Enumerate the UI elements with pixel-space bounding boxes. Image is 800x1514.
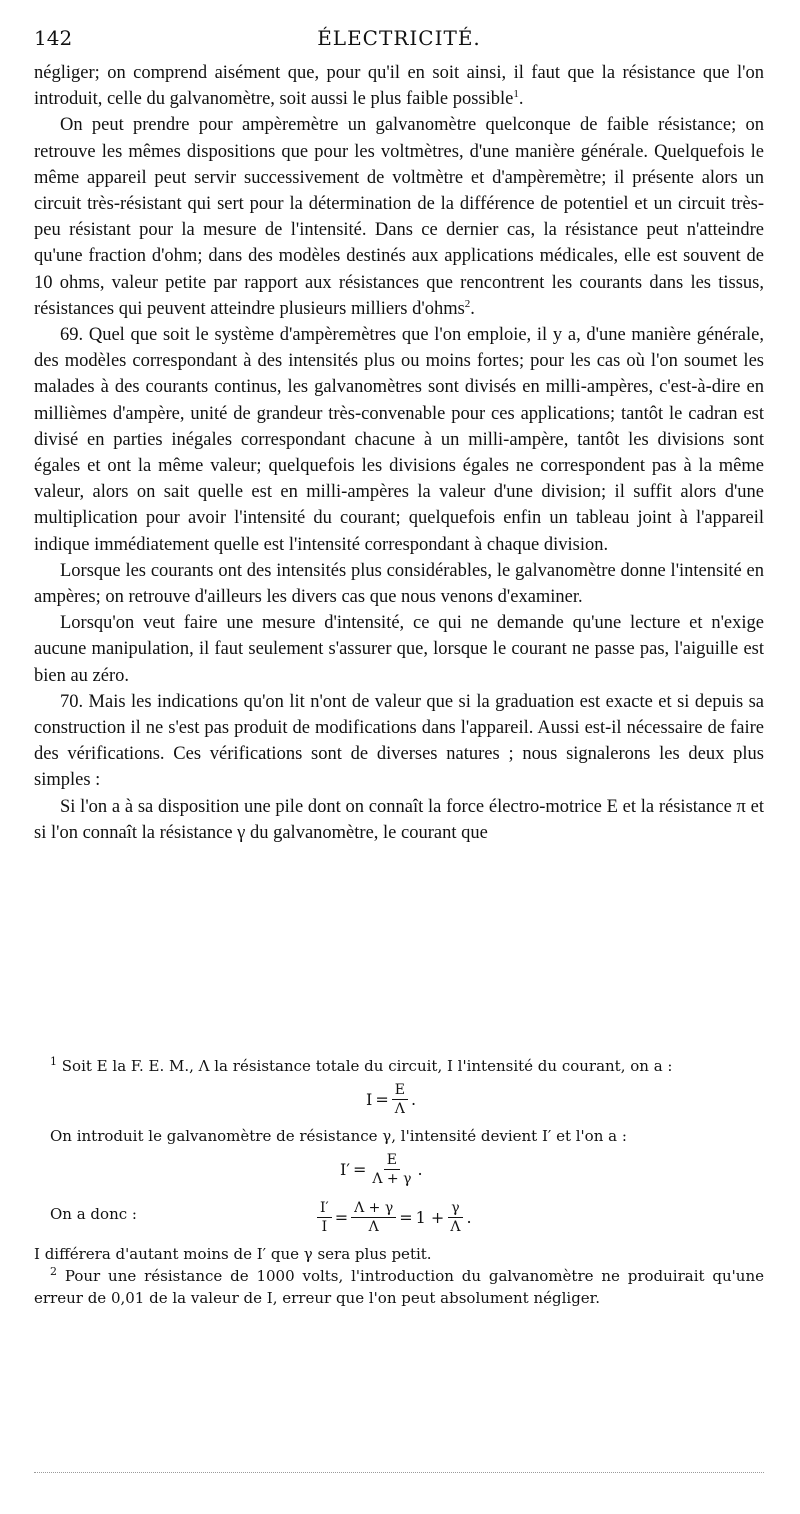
paragraph: Si l'on a à sa disposition une pile dont on connaît la force électro-motrice E et la résistance π et si l'on connaît la résistance γ du galvanomètre, le courant que: [34, 796, 764, 843]
formula-term: 1 +: [415, 1207, 445, 1227]
fraction: [369, 1151, 414, 1188]
formula-equals: =: [334, 1207, 349, 1227]
fraction-numerator: γ: [448, 1199, 462, 1218]
formula-end: .: [410, 1089, 417, 1109]
fraction-denominator: Λ: [450, 1219, 461, 1235]
footnote-1-middle: On introduit le galvanomètre de résistance γ, l'intensité devient I′ et l'on a :: [50, 1127, 627, 1145]
footnote-mark: 1: [50, 1055, 57, 1068]
formula-label: On a donc :: [50, 1205, 137, 1223]
fraction-denominator: Λ: [368, 1219, 379, 1235]
formula-equals: =: [375, 1089, 389, 1109]
paragraph: [34, 60, 764, 112]
formula-end: .: [417, 1159, 423, 1179]
footnote-text: Pour une résistance de 1000 volts, l'introduction du galvanomètre ne produirait qu'une erreur de 0,01 de la valeur de I, erreur que l'on peut absolument négliger.: [34, 1267, 764, 1307]
fraction: [317, 1199, 332, 1236]
fraction-numerator: I′: [317, 1199, 332, 1218]
footnote-ref: 1: [513, 88, 519, 101]
footnote-ref: 2: [464, 297, 471, 310]
page-header: [34, 26, 764, 56]
footnote-1-conclusion: I différera d'autant moins de I′ que γ sera plus petit.: [34, 1245, 432, 1263]
formula-intensity-galvanometer: [34, 1147, 764, 1195]
formula-equals: =: [399, 1207, 413, 1227]
fraction-denominator: Λ: [394, 1101, 405, 1117]
formula-lhs: I′: [340, 1159, 350, 1179]
fraction-numerator: Λ + γ: [351, 1199, 396, 1218]
paragraph: [34, 112, 764, 322]
paragraph: 69. Quel que soit le système d'ampèremètres que l'on emploie, il y a, d'une manière générale, des modèles correspondant à des intensités plus ou moins fortes; pour les cas où l'on soumet les malades à des courants continus, les galvanomètres sont divisés en milli-ampères, c'est-à-dire en millièmes d'ampère, unité de grandeur très-convenable pour ces applications; tantôt le cadran est divisé en parties inégales correspondant chacune à un milli-ampère, tantôt les divisions sont égales et ont la même valeur; quelquefois les divisions égales ne correspondent pas à la même valeur, alors on sait quelle est en milli-ampères la valeur d'une division; il suffit alors d'une multiplication pour avoir l'intensité du courant; quelquefois enfin un tableau joint à l'appareil indique immédiatement quelle est l'intensité correspondant à chaque division.: [34, 325, 764, 555]
paragraph: Lorsqu'on veut faire une mesure d'intensité, ce qui ne demande qu'une lecture et n'exige aucune manipulation, il faut seulement s'assurer que, lorsque le courant ne passe pas, l'aiguille est bien au zéro.: [34, 613, 764, 686]
footnote-2: [34, 1265, 764, 1309]
formula-lhs: I: [366, 1089, 373, 1109]
fraction-numerator: E: [384, 1151, 400, 1170]
paragraph-text: négliger; on comprend aisément que, pour qu'il en soit ainsi, il faut que la résistance que l'on introduit, celle du galvanomètre, soit aussi le plus faible possible: [34, 63, 764, 110]
paragraph: 70. Mais les indications qu'on lit n'ont de valeur que si la graduation est exacte et si depuis sa construction il ne s'est pas produit de modifications dans l'appareil. Aussi est-il nécessaire de faire des vérifications. Ces vérifications sont de diverses natures ; nous signalerons les deux plus simples :: [34, 691, 764, 791]
footnote-text: Soit E la F. E. M., Λ la résistance totale du circuit, I l'intensité du courant, on a :: [61, 1057, 673, 1075]
formula-end: .: [466, 1207, 472, 1227]
paragraph: Lorsque les courants ont des intensités plus considérables, le galvanomètre donne l'intensité en ampères; on retrouve d'ailleurs les divers cas que nous venons d'examiner.: [34, 560, 764, 608]
paragraph-tail: .: [470, 298, 475, 319]
fraction-denominator: Λ + γ: [372, 1171, 412, 1187]
fraction-numerator: E: [392, 1081, 408, 1100]
footnote-mark: 2: [50, 1265, 57, 1278]
formula-equals: =: [352, 1159, 367, 1179]
running-title: ÉLECTRICITÉ.: [317, 26, 481, 50]
paragraph-text: On peut prendre pour ampèremètre un galvanomètre quelconque de faible résistance; on retrouve les mêmes dispositions que pour les voltmètres, d'une manière générale. Quelquefois le même appareil peut servir successivement de voltmètre et d'ampèremètre; il présente alors un circuit très-résistant qui sert pour la détermination de la différence de potentiel et un circuit très-peu résistant pour la mesure de l'intensité. Dans ce dernier cas, la résistance peut n'atteindre qu'une fraction d'ohm; dans des modèles destinés aux applications médicales, elle est souvent de 10 ohms, valeur petite par rapport aux résistances que rencontrent les courants dans les tissus, résistances qui peuvent atteindre plusieurs milliers d'ohms: [34, 115, 764, 319]
footnote-1-intro: [34, 1055, 764, 1077]
page-number: 142: [34, 26, 73, 50]
main-text: [34, 60, 764, 846]
formula-intensity: [34, 1077, 764, 1125]
footnotes: [34, 1055, 764, 1309]
paragraph-tail: .: [518, 89, 524, 110]
fraction-denominator: I: [321, 1219, 328, 1235]
fraction: [351, 1199, 396, 1236]
footer-rule: [34, 1472, 764, 1473]
fraction: [447, 1199, 463, 1236]
formula-ratio: [34, 1195, 764, 1243]
fraction: [392, 1081, 408, 1118]
